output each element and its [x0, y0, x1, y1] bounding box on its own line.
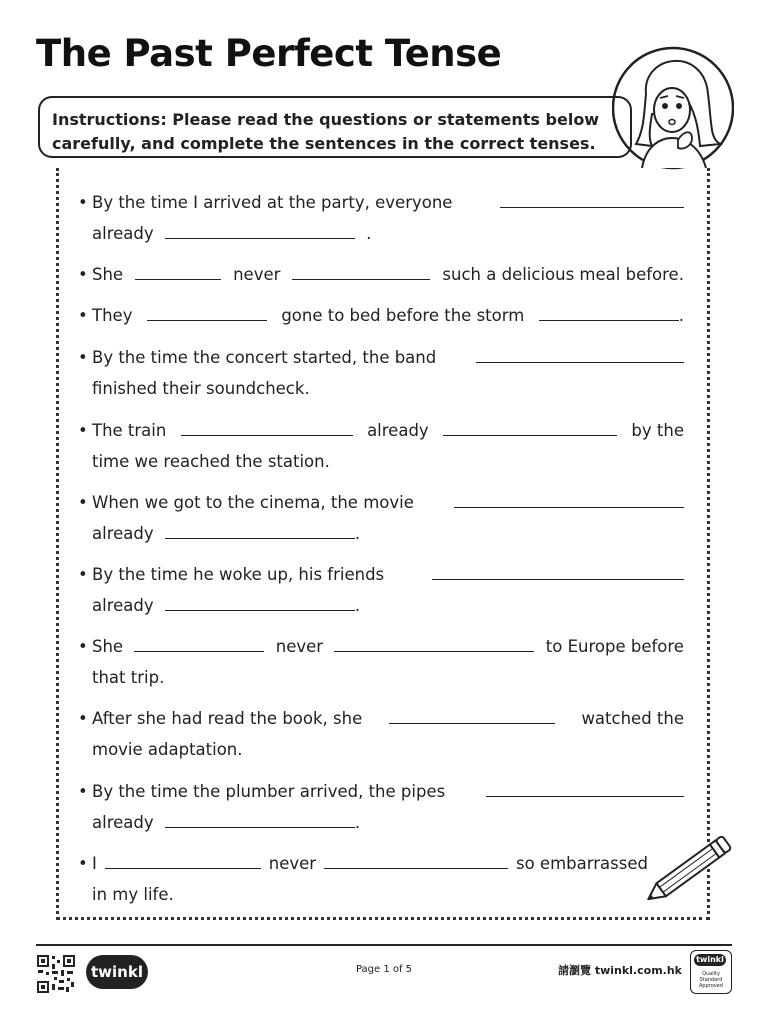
qr-code-icon — [36, 954, 76, 994]
question-5: • The train already by the time we reached the station. — [78, 415, 684, 477]
question-text: By the time he woke up, his friends — [92, 565, 385, 584]
question-text: that trip. — [92, 668, 165, 687]
question-text: movie adaptation. — [92, 740, 243, 759]
answer-blank[interactable] — [147, 302, 267, 321]
badge-logo: twinkl — [694, 954, 726, 966]
question-text: already — [92, 224, 154, 243]
question-text: She — [92, 265, 124, 284]
website-link[interactable]: 請瀏覽 twinkl.com.hk — [558, 964, 682, 977]
question-11: • I never so embarrassed in my life. — [78, 848, 648, 910]
question-text: . — [366, 224, 372, 243]
answer-blank[interactable] — [165, 592, 355, 611]
question-text: . — [678, 306, 684, 325]
answer-blank[interactable] — [454, 489, 684, 508]
question-text: After she had read the book, she — [92, 709, 363, 728]
answer-blank[interactable] — [443, 417, 617, 436]
question-text: already — [92, 524, 154, 543]
question-text: When we got to the cinema, the movie — [92, 493, 414, 512]
answer-blank[interactable] — [292, 261, 430, 280]
question-text: to Europe before — [545, 637, 684, 656]
question-4: • By the time the concert started, the band finished their soundcheck. — [78, 342, 684, 404]
question-9: • After she had read the book, she watched the movie adaptation. — [78, 703, 684, 765]
page-number: Page 1 of 5 — [355, 964, 413, 975]
question-text: . — [354, 813, 361, 832]
question-text: by the — [631, 421, 684, 440]
question-text: never — [275, 637, 324, 656]
answer-blank[interactable] — [324, 850, 508, 869]
answer-blank[interactable] — [539, 302, 679, 321]
page-title: The Past Perfect Tense — [36, 32, 502, 75]
question-7: • By the time he woke up, his friends already . — [78, 559, 684, 621]
question-text: already — [367, 421, 429, 440]
instructions-box: Instructions: Please read the questions or statements below carefully, and complete the sentences in the correct tenses. — [38, 96, 632, 158]
question-10: • By the time the plumber arrived, the pipes already . — [78, 776, 684, 838]
answer-blank[interactable] — [486, 778, 684, 797]
twinkl-logo: twinkl — [86, 955, 148, 989]
question-text: By the time I arrived at the party, everyone — [92, 193, 453, 212]
question-text: They — [92, 306, 133, 325]
quality-badge — [690, 950, 732, 994]
footer-divider — [36, 944, 732, 946]
answer-blank[interactable] — [165, 220, 355, 239]
question-text: already — [92, 596, 154, 615]
answer-blank[interactable] — [165, 809, 355, 828]
question-text: so embarrassed — [516, 854, 648, 873]
question-text: She — [92, 637, 124, 656]
answer-blank[interactable] — [432, 561, 684, 580]
answer-blank[interactable] — [476, 344, 684, 363]
question-text: By the time the concert started, the band — [92, 348, 437, 367]
answer-blank[interactable] — [135, 261, 221, 280]
question-3: • They gone to bed before the storm . — [78, 300, 684, 331]
question-text: never — [233, 265, 281, 284]
question-text: The train — [92, 421, 167, 440]
badge-caption: Quality Standard Approved — [699, 971, 723, 989]
answer-blank[interactable] — [389, 705, 555, 724]
question-1: • By the time I arrived at the party, everyone already . — [78, 187, 684, 249]
question-text: in my life. — [92, 885, 174, 904]
answer-blank[interactable] — [334, 633, 534, 652]
question-text: gone to bed before the storm — [281, 306, 525, 325]
question-text: . — [354, 524, 361, 543]
question-text: . — [354, 596, 361, 615]
answer-blank[interactable] — [134, 633, 264, 652]
question-8: • She never to Europe before that trip. — [78, 631, 684, 693]
question-text: never — [268, 854, 317, 873]
question-text: already — [92, 813, 154, 832]
question-text: such a delicious meal before. — [442, 265, 684, 284]
question-text: time we reached the station. — [92, 452, 330, 471]
pencil-icon — [636, 830, 746, 926]
answer-blank[interactable] — [500, 189, 684, 208]
question-text: I — [92, 854, 97, 873]
question-text: finished their soundcheck. — [92, 379, 310, 398]
answer-blank[interactable] — [165, 520, 355, 539]
question-6: • When we got to the cinema, the movie already . — [78, 487, 684, 549]
answer-blank[interactable] — [105, 850, 261, 869]
question-2: • She never such a delicious meal before. — [78, 259, 684, 290]
question-text: By the time the plumber arrived, the pipes — [92, 782, 446, 801]
question-text: watched the — [581, 709, 684, 728]
answer-blank[interactable] — [181, 417, 353, 436]
